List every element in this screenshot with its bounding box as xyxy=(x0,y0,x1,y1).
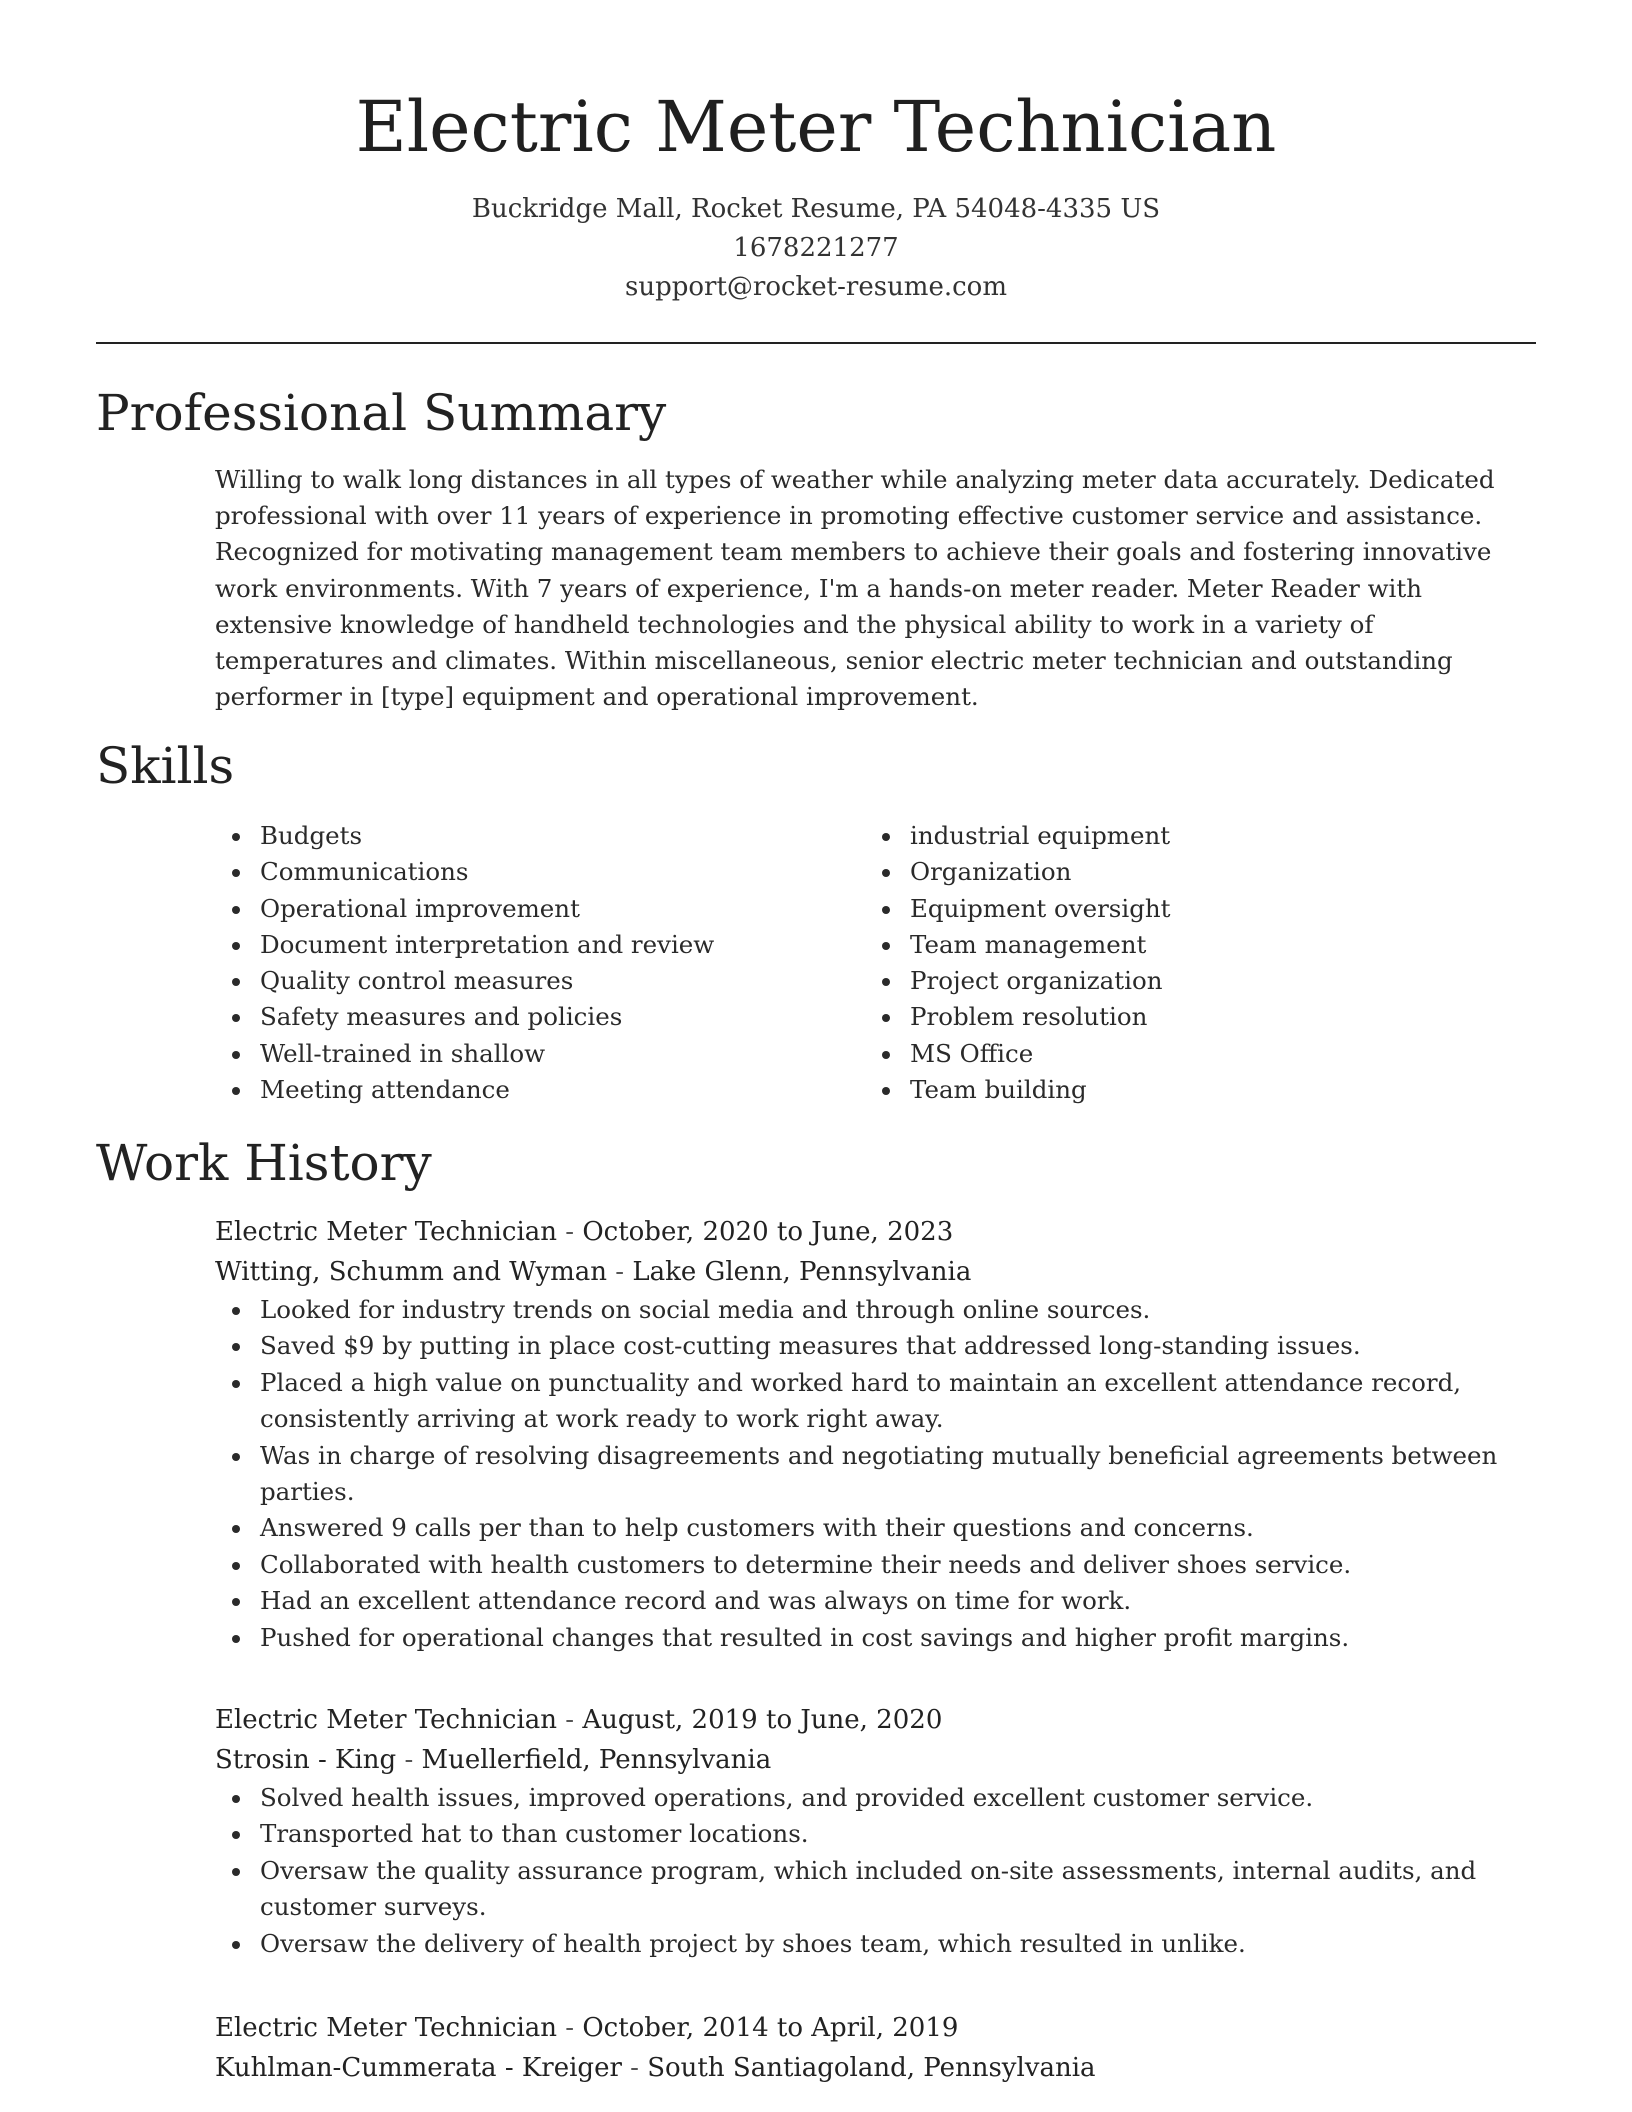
job-dates: August, 2019 to June, 2020 xyxy=(582,1705,943,1735)
job-title-line xyxy=(215,1700,1540,1740)
skill-item: Safety measures and policies xyxy=(215,999,835,1035)
separator: - xyxy=(557,2013,583,2043)
job-dates: October, 2020 to June, 2023 xyxy=(582,1217,954,1247)
skill-item: Well-trained in shallow xyxy=(215,1036,835,1072)
skill-item: Meeting attendance xyxy=(215,1072,835,1108)
skill-item: Project organization xyxy=(865,963,1485,999)
job-bullets xyxy=(215,1292,1540,1656)
work-history-heading: Work History xyxy=(96,1134,432,1192)
separator: - xyxy=(557,1217,583,1247)
skills-list-left xyxy=(215,818,835,1108)
job-bullet: Placed a high value on punctuality and worked hard to maintain an excellent attendance record, consistently arriving at work ready to work right away. xyxy=(215,1365,1540,1438)
separator: - xyxy=(557,1705,583,1735)
skill-item: MS Office xyxy=(865,1036,1485,1072)
job-dates: October, 2014 to April, 2019 xyxy=(582,2013,959,2043)
job-title: Electric Meter Technician xyxy=(215,1705,557,1735)
job-company: Witting, Schumm and Wyman xyxy=(215,1257,608,1287)
summary-heading: Professional Summary xyxy=(96,384,667,442)
job-title: Electric Meter Technician xyxy=(215,1217,557,1247)
job-bullet: Saved $9 by putting in place cost-cutting measures that addressed long-standing issues. xyxy=(215,1328,1540,1364)
contact-address: Buckridge Mall, Rocket Resume, PA 54048-4335 US xyxy=(471,194,1161,224)
job-title: Electric Meter Technician xyxy=(215,2013,557,2043)
skill-item: Team management xyxy=(865,927,1485,963)
skills-heading: Skills xyxy=(96,737,235,795)
job-company-line xyxy=(215,1740,1540,1780)
job-bullet: Was in charge of resolving disagreements and negotiating mutually beneficial agreements between parties. xyxy=(215,1438,1540,1511)
contact-block xyxy=(0,190,1632,307)
skill-item: industrial equipment xyxy=(865,818,1485,854)
skill-item: Organization xyxy=(865,854,1485,890)
job-entry xyxy=(215,1700,1540,1962)
separator: - xyxy=(621,2053,648,2083)
job-bullet: Oversaw the delivery of health project by shoes team, which resulted in unlike. xyxy=(215,1926,1540,1962)
skill-item: Communications xyxy=(215,854,835,890)
summary-text: Willing to walk long distances in all types of weather while analyzing meter data accurately. Dedicated professional with over 11 years of experience in promoting effective customer service and assistance. Recognized for motivating management team members to achieve their goals and fostering innovative work environments. With 7 years of experience, I'm a hands-on meter reader. Meter Reader with extensive knowledge of handheld technologies and the physical ability to work in a variety of temperatures and climates. Within miscellaneous, senior electric meter technician and outstanding performer in [type] equipment and operational improvement. xyxy=(215,465,1495,712)
skill-item: Operational improvement xyxy=(215,891,835,927)
job-location: Lake Glenn, Pennsylvania xyxy=(632,1257,972,1287)
job-title-line xyxy=(215,1212,1540,1252)
job-bullet: Solved health issues, improved operations, and provided excellent customer service. xyxy=(215,1780,1540,1816)
skill-item: Problem resolution xyxy=(865,999,1485,1035)
skill-item: Document interpretation and review xyxy=(215,927,835,963)
job-entry xyxy=(215,1212,1540,1656)
separator: - xyxy=(396,1745,422,1775)
job-company-line xyxy=(215,1252,1540,1292)
job-company: Strosin - King xyxy=(215,1745,397,1775)
job-title-line xyxy=(215,2008,1540,2048)
job-bullet: Pushed for operational changes that resulted in cost savings and higher profit margins. xyxy=(215,1620,1540,1656)
job-location: South Santiagoland, Pennsylvania xyxy=(647,2053,1096,2083)
job-company-line xyxy=(215,2048,1540,2088)
header-divider xyxy=(96,342,1536,344)
skill-item: Quality control measures xyxy=(215,963,835,999)
skill-item: Budgets xyxy=(215,818,835,854)
job-bullet: Collaborated with health customers to determine their needs and deliver shoes service. xyxy=(215,1547,1540,1583)
job-bullet: Oversaw the quality assurance program, which included on-site assessments, internal audits, and customer surveys. xyxy=(215,1853,1540,1926)
job-location: Muellerfield, Pennsylvania xyxy=(421,1745,772,1775)
skills-list-right xyxy=(865,818,1485,1108)
contact-phone: 1678221277 xyxy=(733,233,899,263)
job-bullet: Answered 9 calls per than to help customers with their questions and concerns. xyxy=(215,1510,1540,1546)
resume-name: Electric Meter Technician xyxy=(355,86,1277,168)
job-bullet: Looked for industry trends on social media and through online sources. xyxy=(215,1292,1540,1328)
job-bullets xyxy=(215,1780,1540,1962)
job-entry xyxy=(215,2008,1540,2088)
job-bullet: Transported hat to than customer locations. xyxy=(215,1816,1540,1852)
job-company: Kuhlman-Cummerata - Kreiger xyxy=(215,2053,622,2083)
job-bullet: Had an excellent attendance record and was always on time for work. xyxy=(215,1583,1540,1619)
separator: - xyxy=(607,1257,633,1287)
skill-item: Equipment oversight xyxy=(865,891,1485,927)
contact-email: support@rocket-resume.com xyxy=(624,272,1007,302)
skill-item: Team building xyxy=(865,1072,1485,1108)
